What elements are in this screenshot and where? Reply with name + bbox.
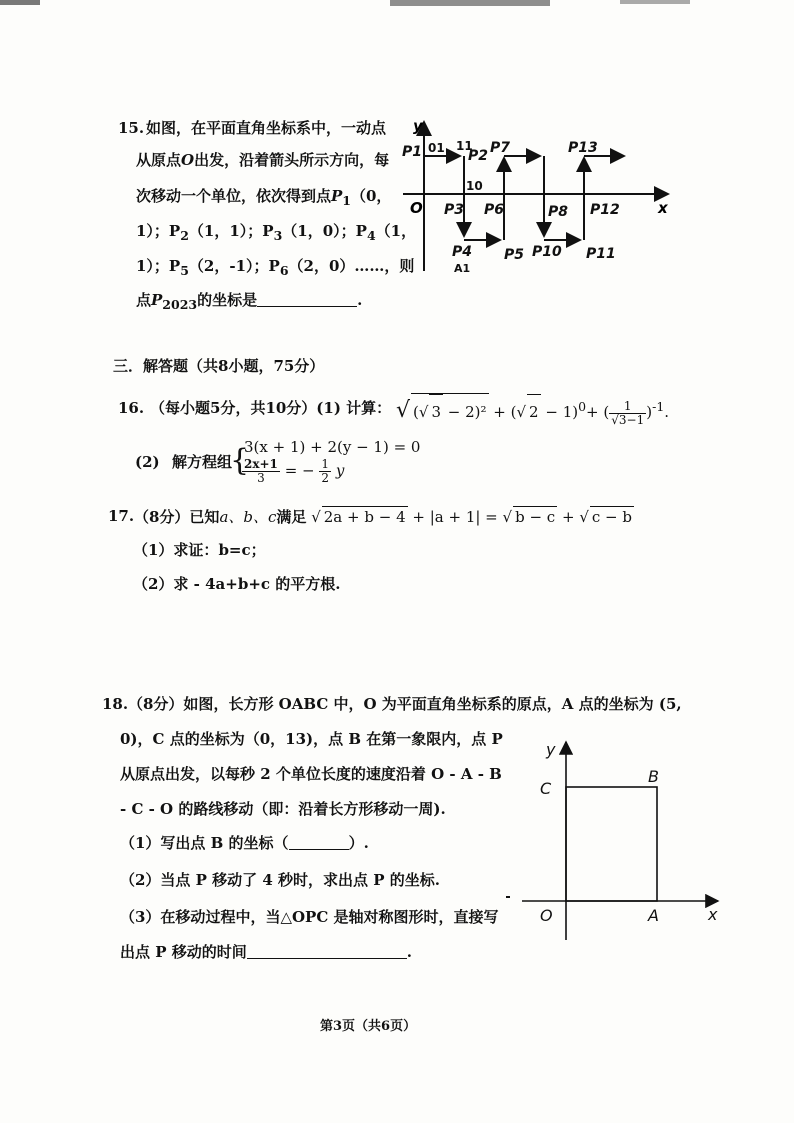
q18-line4: - C - O 的路线移动（即：沿着长方形移动一周). bbox=[120, 800, 446, 818]
q15-line1: 如图，在平面直角坐标系中，一动点 bbox=[146, 119, 387, 137]
figure-15-diagram bbox=[398, 116, 678, 280]
note-11: 11 bbox=[456, 139, 473, 153]
q17-number: 17. bbox=[108, 507, 135, 525]
label-p4: P4 bbox=[452, 244, 473, 260]
q15-line4: 1）；$P_2(1$，1）；$P_3(1$，0）；$P_4(1$， bbox=[136, 222, 417, 243]
q18-number: 18. bbox=[102, 695, 129, 713]
note-a1: A1 bbox=[454, 262, 471, 275]
note-01: 01 bbox=[428, 141, 445, 155]
page-footer: 第3页（共6页） bbox=[320, 1019, 417, 1034]
point-b: B bbox=[648, 767, 659, 786]
q16-number: 16. bbox=[118, 399, 145, 417]
q15-line3: 次移动一个单位，依次得到点$P_1(0$， bbox=[136, 187, 392, 208]
q16-part2-text: 解方程组 bbox=[172, 453, 233, 471]
y-axis-label: y bbox=[413, 117, 423, 135]
q18-line3: 从原点出发，以每秒 2 个单位长度的速度沿着 O - A - B bbox=[120, 765, 502, 783]
q15-answer-blank[interactable] bbox=[257, 292, 357, 307]
point-o: O bbox=[540, 906, 553, 925]
note-10: 10 bbox=[466, 179, 483, 193]
point-a: A bbox=[648, 906, 659, 925]
q18-part3-a: （3）在移动过程中，当△OPC 是轴对称图形时，直接写 bbox=[120, 908, 499, 926]
q15-number: 15. bbox=[118, 119, 145, 137]
label-p2: P2 bbox=[468, 148, 489, 164]
q15-line6: 点$P_{2023}$的坐标是 . bbox=[136, 291, 363, 312]
section-3-title: 三．解答题（共8小题，75分） bbox=[113, 357, 325, 375]
label-p12: P12 bbox=[590, 202, 620, 218]
zigzag-path bbox=[424, 156, 624, 240]
q16-part2-label: (2) bbox=[135, 453, 160, 471]
rectangle-oabc bbox=[566, 787, 657, 901]
label-p13: P13 bbox=[568, 140, 598, 156]
q18-line1: （8分）如图，长方形 OABC 中，O 为平面直角坐标系的原点，A 点的坐标为 (5, bbox=[128, 695, 682, 713]
x-axis-label: x bbox=[658, 199, 668, 217]
x-label: x bbox=[708, 905, 718, 924]
label-p10: P10 bbox=[532, 244, 562, 260]
q17-part2: （2）求 - 4a+b+c 的平方根. bbox=[133, 575, 341, 593]
q18-time-blank[interactable] bbox=[247, 944, 407, 959]
q16-intro: （每小题5分，共10分）(1) 计算： bbox=[150, 399, 392, 417]
q15-line2: 从原点O出发，沿着箭头所示方向，每 bbox=[136, 151, 390, 169]
q18-part3-b: 出点 P 移动的时间 . bbox=[120, 943, 412, 961]
q15-line5: 1）；$P_5(2$，-1）；$P_6(2$，0）……，则 bbox=[136, 257, 415, 278]
label-p8: P8 bbox=[548, 204, 569, 220]
q18-line2: 0)，C 点的坐标为（0，13)，点 B 在第一象限内，点 P bbox=[120, 730, 503, 748]
figure-18-diagram bbox=[500, 730, 730, 945]
q18-b-coordinate-blank[interactable] bbox=[289, 835, 349, 850]
q16-expression: √ (√ 3 − 2)² + (√ 2 − 1)$^0$+ ( $\frac{1}{√3-1}$ )$^{-1}$. bbox=[396, 390, 669, 429]
q17-part1: （1）求证：b=c； bbox=[133, 541, 266, 559]
q17-intro: （8分）已知a、b、c满足 √ 2a + b − 4 + |a + 1| = √ b − c + √ c − b bbox=[134, 508, 632, 526]
q16-eq1: 3(x + 1) + 2(y − 1) = 0 bbox=[244, 438, 421, 456]
label-p1: P1 bbox=[402, 144, 423, 160]
system-brace: { bbox=[230, 443, 250, 478]
label-p7: P7 bbox=[490, 140, 511, 156]
label-p3: P3 bbox=[444, 202, 465, 218]
y-label: y bbox=[546, 740, 556, 759]
scan-edge-artifact bbox=[0, 0, 794, 8]
q18-part1: （1）写出点 B 的坐标（ ）. bbox=[120, 834, 369, 852]
origin-label: O bbox=[410, 199, 423, 217]
point-c: C bbox=[540, 779, 552, 798]
label-p6: P6 bbox=[484, 202, 505, 218]
label-p5: P5 bbox=[504, 247, 525, 263]
q16-eq2: $\frac{2x+1}{3}$ = − $\frac{1}{2}$ y bbox=[244, 457, 345, 485]
label-p11: P11 bbox=[586, 246, 616, 262]
q18-part2: （2）当点 P 移动了 4 秒时，求出点 P 的坐标. bbox=[120, 871, 440, 889]
